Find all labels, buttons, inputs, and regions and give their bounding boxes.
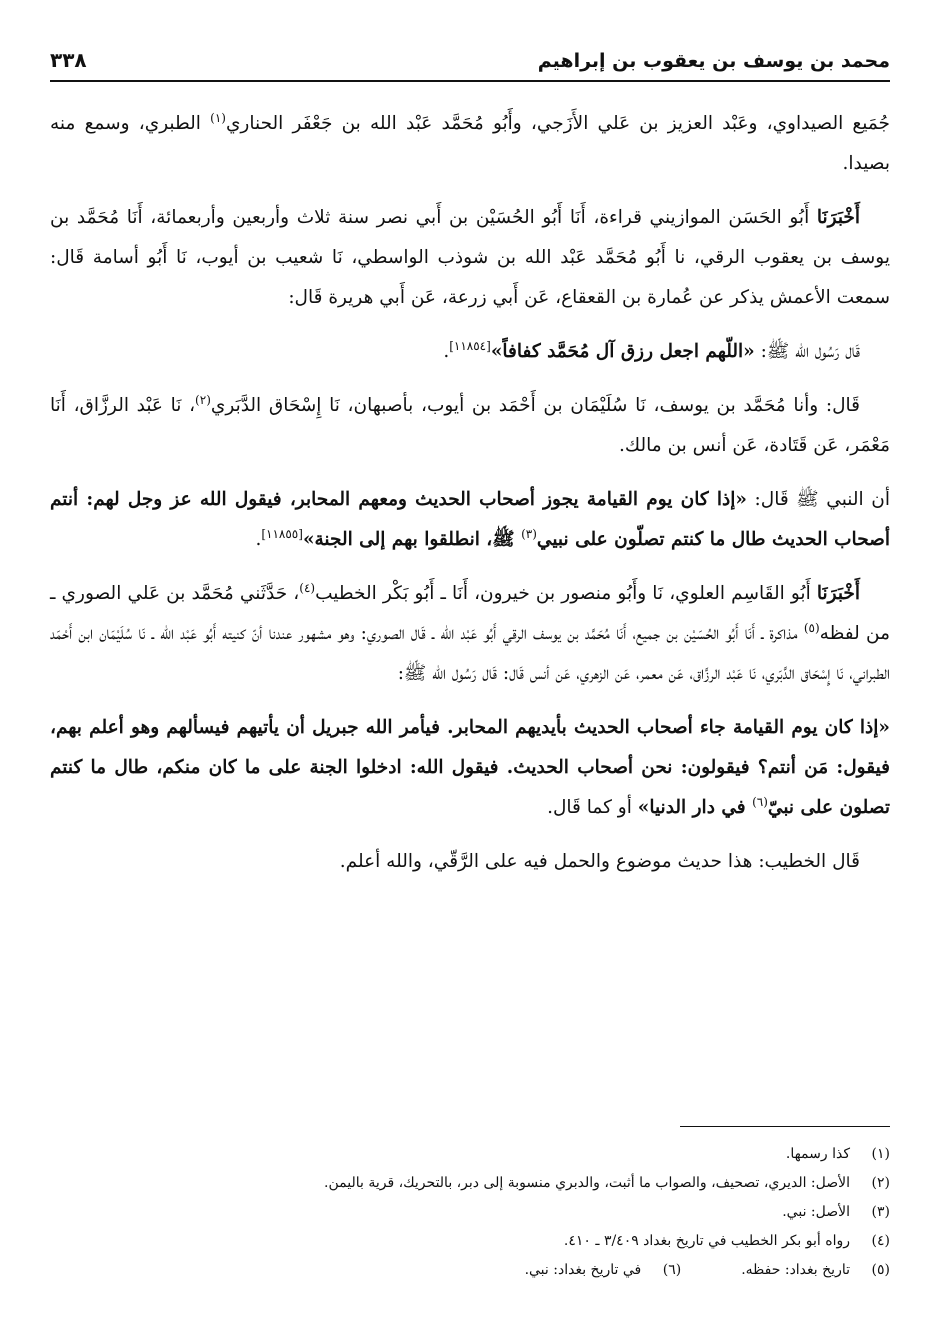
p6-text-b: ، حَدَّثَني مُحَمَّد بن عَلي الصوري ـ من لفظه bbox=[50, 583, 890, 644]
footnote-2 bbox=[50, 1169, 890, 1198]
p3-text-b: . bbox=[443, 341, 450, 362]
p7-hadith-a: «إذا كان يوم القيامة جاء أصحاب الحديث بأيديهم المحابر. فيأمر الله جبريل أن يأتيهم فيسألهم وهو أعلم بهم، فيقول: مَن أنتم؟ فيقولون: نحن أصحاب الحديث. فيقول الله: ادخلوا الجنة على ما كان منكم، طال ما كنتم تصلون على نبيّ bbox=[50, 717, 890, 818]
p1-text-a: جُمَيع الصيداوي، وعَبْد العزيز بن عَلي الأَزَجي، وأَبُو مُحَمَّد عَبْد الله بن جَعْفَر الحناري bbox=[225, 113, 890, 134]
footnote-text: كذا رسمها. bbox=[785, 1146, 850, 1162]
p3-hadith: «اللّهم اجعل رزق آل مُحَمَّد كفافاً» bbox=[490, 341, 755, 362]
p6-lead: أَخْبَرَنَا bbox=[816, 583, 860, 604]
paragraph-1 bbox=[50, 104, 890, 184]
page-header bbox=[50, 48, 890, 82]
footnote-3 bbox=[50, 1198, 890, 1227]
hadith-number-11854: [١١٨٥٤] bbox=[449, 338, 491, 353]
paragraph-7 bbox=[50, 708, 890, 828]
footnote-number: (٢) bbox=[871, 1175, 890, 1191]
footnote-row-5-6 bbox=[50, 1256, 890, 1285]
p6-text-c: مذاكرة ـ أَنَا أَبُو الحُسَيْن بن جميع، أَنَا مُحَمَّد بن يوسف الرقي أَبُو عَبْد اللّه ـ قَال الصوري: وهو مشهور عندنا أنّ كنيته أَبُو عَبْد اللّه ـ نَا سُلَيْمَان ابن أَحْمَد الطبراني، نَا إِسْحَاق الدَّبَري، نَا عَبْد الرزَّاق، عَن معمر، عَن الزهري، عَن أنس قَال: قَال رَسُول الله ﷺ: bbox=[50, 623, 890, 684]
footnote-number: (٥) bbox=[871, 1262, 890, 1278]
footnotes bbox=[50, 1140, 890, 1285]
footnote-ref-1: (١) bbox=[210, 110, 226, 125]
footnote-text: رواه أبو بكر الخطيب في تاريخ بغداد ٣/٤٠٩ ـ ٤١٠. bbox=[563, 1233, 850, 1249]
p1-text-b: الطبري، وسمع منه بصيدا. bbox=[50, 113, 890, 174]
p4-text-a: قَال: وأنا مُحَمَّد بن يوسف، نَا سُلَيْمَان بن أَحْمَد بن أيوب، بأصبهان، نَا إِسْحَاق الدَّبَري bbox=[210, 395, 861, 416]
footnote-ref-5: (٥) bbox=[803, 620, 820, 635]
p4-text-b: ، نَا عَبْد الرزَّاق، أَنَا مَعْمَر، عَن قَتَادة، عَن أنس بن مالك. bbox=[50, 395, 890, 456]
p6-text-a: أَبُو القَاسِم العلوي، نَا وأَبُو منصور بن خيرون، أَنَا ـ أَبُو بَكْر الخطيب bbox=[315, 583, 817, 604]
p7-hadith-b: في دار الدنيا» bbox=[637, 797, 753, 818]
p5-hadith-b: ﷺ، انطلقوا بهم إلى الجنة» bbox=[302, 529, 522, 550]
footnote-1 bbox=[50, 1140, 890, 1169]
p5-hadith-a: «إذا كان يوم القيامة يجوز أصحاب الحديث ومعهم المحابر، فيقول الله عز وجل لهم: أنتم أصحاب الحديث طال ما كنتم تصلّون على نبيي bbox=[50, 489, 890, 550]
running-title: محمد بن يوسف بن يعقوب بن إبراهيم bbox=[537, 50, 890, 72]
footnote-6 bbox=[525, 1256, 682, 1285]
footnote-number: (٣) bbox=[871, 1204, 890, 1220]
footnote-5 bbox=[741, 1256, 890, 1285]
paragraph-6 bbox=[50, 574, 890, 694]
p5-text-b: . bbox=[255, 529, 262, 550]
footnote-text: الأصل: الديري، تصحيف، والصواب ما أثبت، والدبري منسوبة إلى دبر، بالتحريك، قرية باليمن. bbox=[324, 1175, 850, 1191]
footnote-number: (٤) bbox=[871, 1233, 890, 1249]
footnote-number: (٦) bbox=[662, 1262, 682, 1278]
footnote-ref-3: (٣) bbox=[521, 526, 537, 541]
footnote-ref-2: (٢) bbox=[195, 392, 211, 407]
p8-text: قَال الخطيب: هذا حديث موضوع والحمل فيه على الرَّقّي، والله أعلم. bbox=[339, 851, 860, 872]
footnote-divider bbox=[680, 1126, 890, 1127]
p5-text-a: أن النبي ﷺ قَال: bbox=[746, 489, 890, 510]
footnote-4 bbox=[50, 1227, 890, 1256]
p2-lead: أَخْبَرَنَا bbox=[816, 207, 860, 228]
main-text bbox=[50, 104, 890, 882]
hadith-number-11855: [١١٨٥٥] bbox=[261, 526, 303, 541]
footnote-ref-6: (٦) bbox=[752, 794, 768, 809]
footnote-text: في تاريخ بغداد: نبي. bbox=[524, 1262, 642, 1278]
p2-text: أَبُو الحَسَن الموازيني قراءة، أَنَا أَبُو الحُسَيْن بن أَبي نصر سنة ثلاث وأربعين وأربعمائة، أَنَا مُحَمَّد بن يوسف بن يعقوب الرقي، نا أَبُو مُحَمَّد عَبْد الله بن شوذب الواسطي، نَا شعيب بن أيوب، نَا أَبُو أسامة قَال: سمعت الأعمش يذكر عن عُمارة بن القعقاع، عَن أَبي زرعة، عَن أَبي هريرة قَال: bbox=[50, 207, 890, 308]
book-page bbox=[50, 48, 890, 1278]
footnote-text: الأصل: نبي. bbox=[782, 1204, 850, 1220]
footnote-ref-4: (٤) bbox=[299, 580, 316, 595]
paragraph-8 bbox=[50, 842, 890, 882]
p3-text-a: قَال رَسُول الله ﷺ: bbox=[754, 341, 860, 362]
page-number: ٣٣٨ bbox=[50, 48, 87, 72]
footnote-number: (١) bbox=[871, 1146, 890, 1162]
p7-text: أو كما قَال. bbox=[547, 797, 638, 818]
paragraph-4 bbox=[50, 386, 890, 466]
footnote-text: تاريخ بغداد: حفظه. bbox=[741, 1262, 850, 1278]
paragraph-3 bbox=[50, 332, 890, 372]
paragraph-5 bbox=[50, 480, 890, 560]
paragraph-2 bbox=[50, 198, 890, 318]
